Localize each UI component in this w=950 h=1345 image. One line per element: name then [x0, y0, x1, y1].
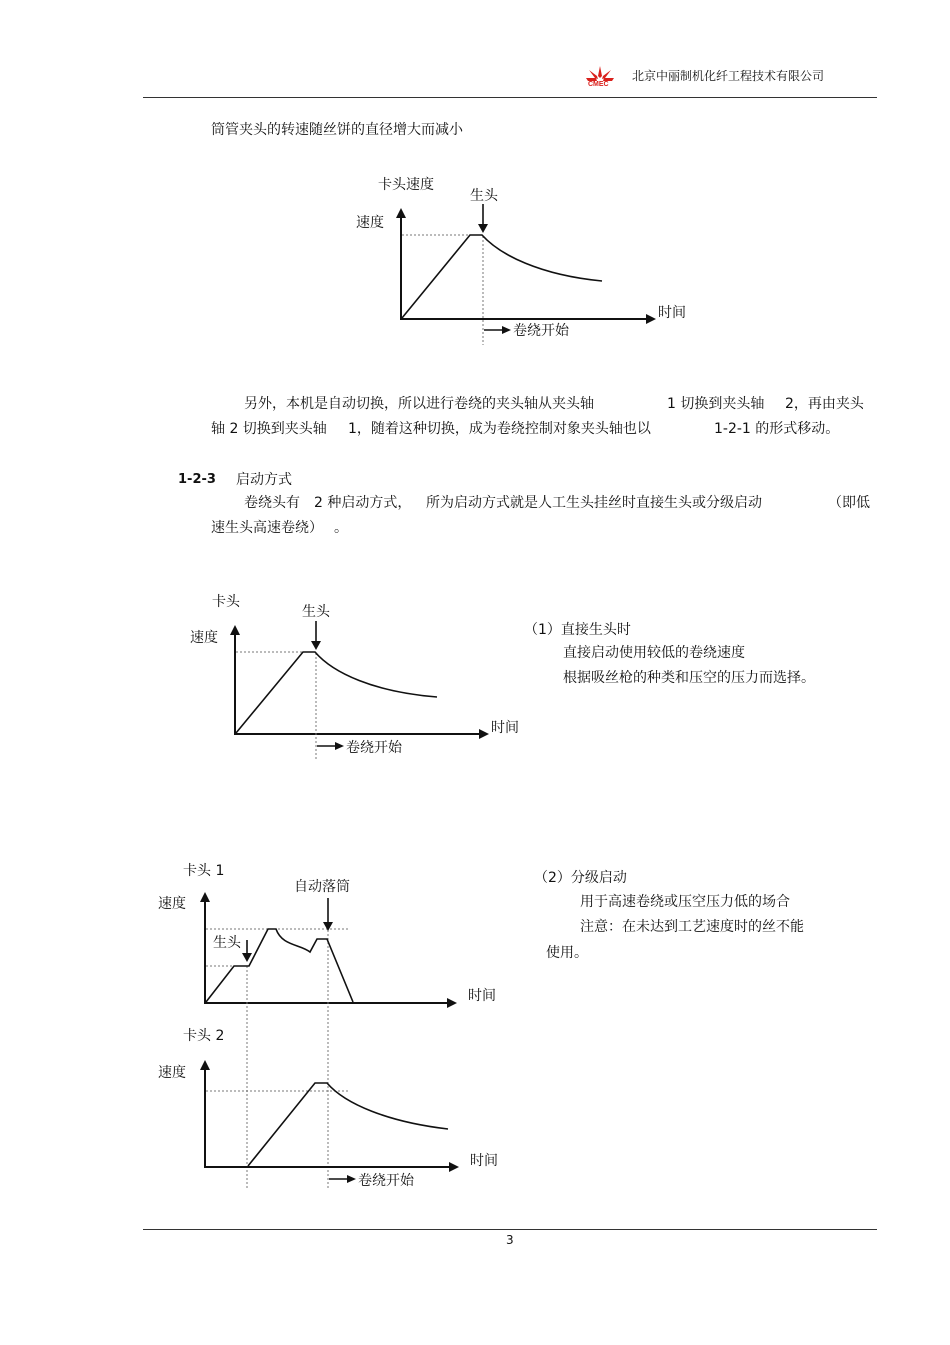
direct-heading: （1）直接生头时	[524, 622, 631, 638]
para1-line2b: 1，随着这种切换，成为卷绕控制对象夹头轴也以	[348, 421, 651, 437]
chart1-xlabel: 时间	[658, 305, 686, 321]
chart1-title: 卡头速度	[378, 177, 434, 193]
chart4-x-arrow	[449, 1162, 459, 1172]
section-line1c: 所为启动方式就是人工生头挂丝时直接生头或分级启动	[426, 495, 762, 511]
chart3-xlabel: 时间	[468, 988, 496, 1004]
section-line2-end: 。	[334, 520, 348, 536]
direct-line1: 直接启动使用较低的卷绕速度	[563, 645, 745, 661]
chart3-title: 卡头 1	[183, 863, 225, 879]
chart3-event-arrowhead	[242, 953, 252, 962]
section-line1a: 卷绕头有	[244, 495, 300, 511]
chart1-event-label: 生头	[470, 188, 498, 204]
chart4-title: 卡头 2	[183, 1028, 225, 1044]
header-rule	[143, 97, 877, 98]
para1-line1b: 1 切换到夹头轴	[667, 396, 765, 412]
chart2-y-arrow	[230, 625, 240, 635]
chart2-title: 卡头	[212, 594, 240, 610]
chart1-speed-curve	[402, 235, 602, 318]
chart2-ylabel: 速度	[190, 630, 218, 646]
chart1-x-arrow	[646, 314, 656, 324]
staged-line3: 使用。	[546, 945, 588, 961]
chart4-ylabel: 速度	[158, 1065, 186, 1081]
chart1-start-arrowhead	[502, 326, 511, 334]
header-logo	[584, 64, 616, 92]
chart3-drop-arrowhead	[323, 922, 333, 931]
chart2-start-label: 卷绕开始	[346, 740, 402, 756]
chart1-ylabel: 速度	[356, 215, 384, 231]
chart4-start-label: 卷绕开始	[358, 1173, 414, 1189]
chart3-x-arrow	[447, 998, 457, 1008]
section-line1d: （即低	[828, 495, 870, 511]
company-name: 北京中丽制机化纤工程技术有限公司	[632, 69, 825, 83]
chart3-ylabel: 速度	[158, 896, 186, 912]
section-line1b: 2 种启动方式，	[314, 495, 412, 511]
chart4-speed-curve	[248, 1083, 448, 1166]
staged-line1: 用于高速卷绕或压空压力低的场合	[580, 894, 790, 910]
chart1-event-arrowhead	[478, 224, 488, 233]
para1-line1c: 2，再由夹头	[785, 396, 864, 412]
chart1-start-label: 卷绕开始	[513, 323, 569, 339]
chart2-event-arrowhead	[311, 641, 321, 650]
chart2-start-arrowhead	[335, 742, 344, 750]
logo-text: CMEC	[588, 81, 609, 88]
chart3-drop-label: 自动落筒	[294, 879, 350, 895]
section-line2: 速生头高速卷绕）	[211, 520, 323, 536]
footer-rule	[143, 1229, 877, 1230]
intro-line: 筒管夹头的转速随丝饼的直径增大而减小	[211, 122, 463, 138]
section-number: 1-2-3	[178, 472, 216, 487]
para1-line2a: 轴 2 切换到夹头轴	[211, 421, 327, 437]
chart2-x-arrow	[479, 729, 489, 739]
chart2-event-label: 生头	[302, 604, 330, 620]
staged-line2: 注意：在未达到工艺速度时的丝不能	[580, 919, 804, 935]
chart4-xlabel: 时间	[470, 1153, 498, 1169]
chart2-xlabel: 时间	[491, 720, 519, 736]
page-number: 3	[506, 1233, 514, 1247]
direct-line2: 根据吸丝枪的种类和压空的压力而选择。	[563, 670, 815, 686]
chart4-y-arrow	[200, 1060, 210, 1070]
staged-heading: （2）分级启动	[534, 870, 627, 886]
para1-line2c: 1-2-1 的形式移动。	[714, 421, 840, 437]
chart3-event-label: 生头	[213, 935, 241, 951]
chart3-y-arrow	[200, 892, 210, 902]
section-title: 启动方式	[236, 472, 292, 488]
chart4-start-arrowhead	[347, 1175, 356, 1183]
chart2-speed-curve	[236, 652, 437, 733]
para1-line1a: 另外，本机是自动切换，所以进行卷绕的夹头轴从夹头轴	[244, 396, 594, 412]
chart1-y-arrow	[396, 208, 406, 218]
